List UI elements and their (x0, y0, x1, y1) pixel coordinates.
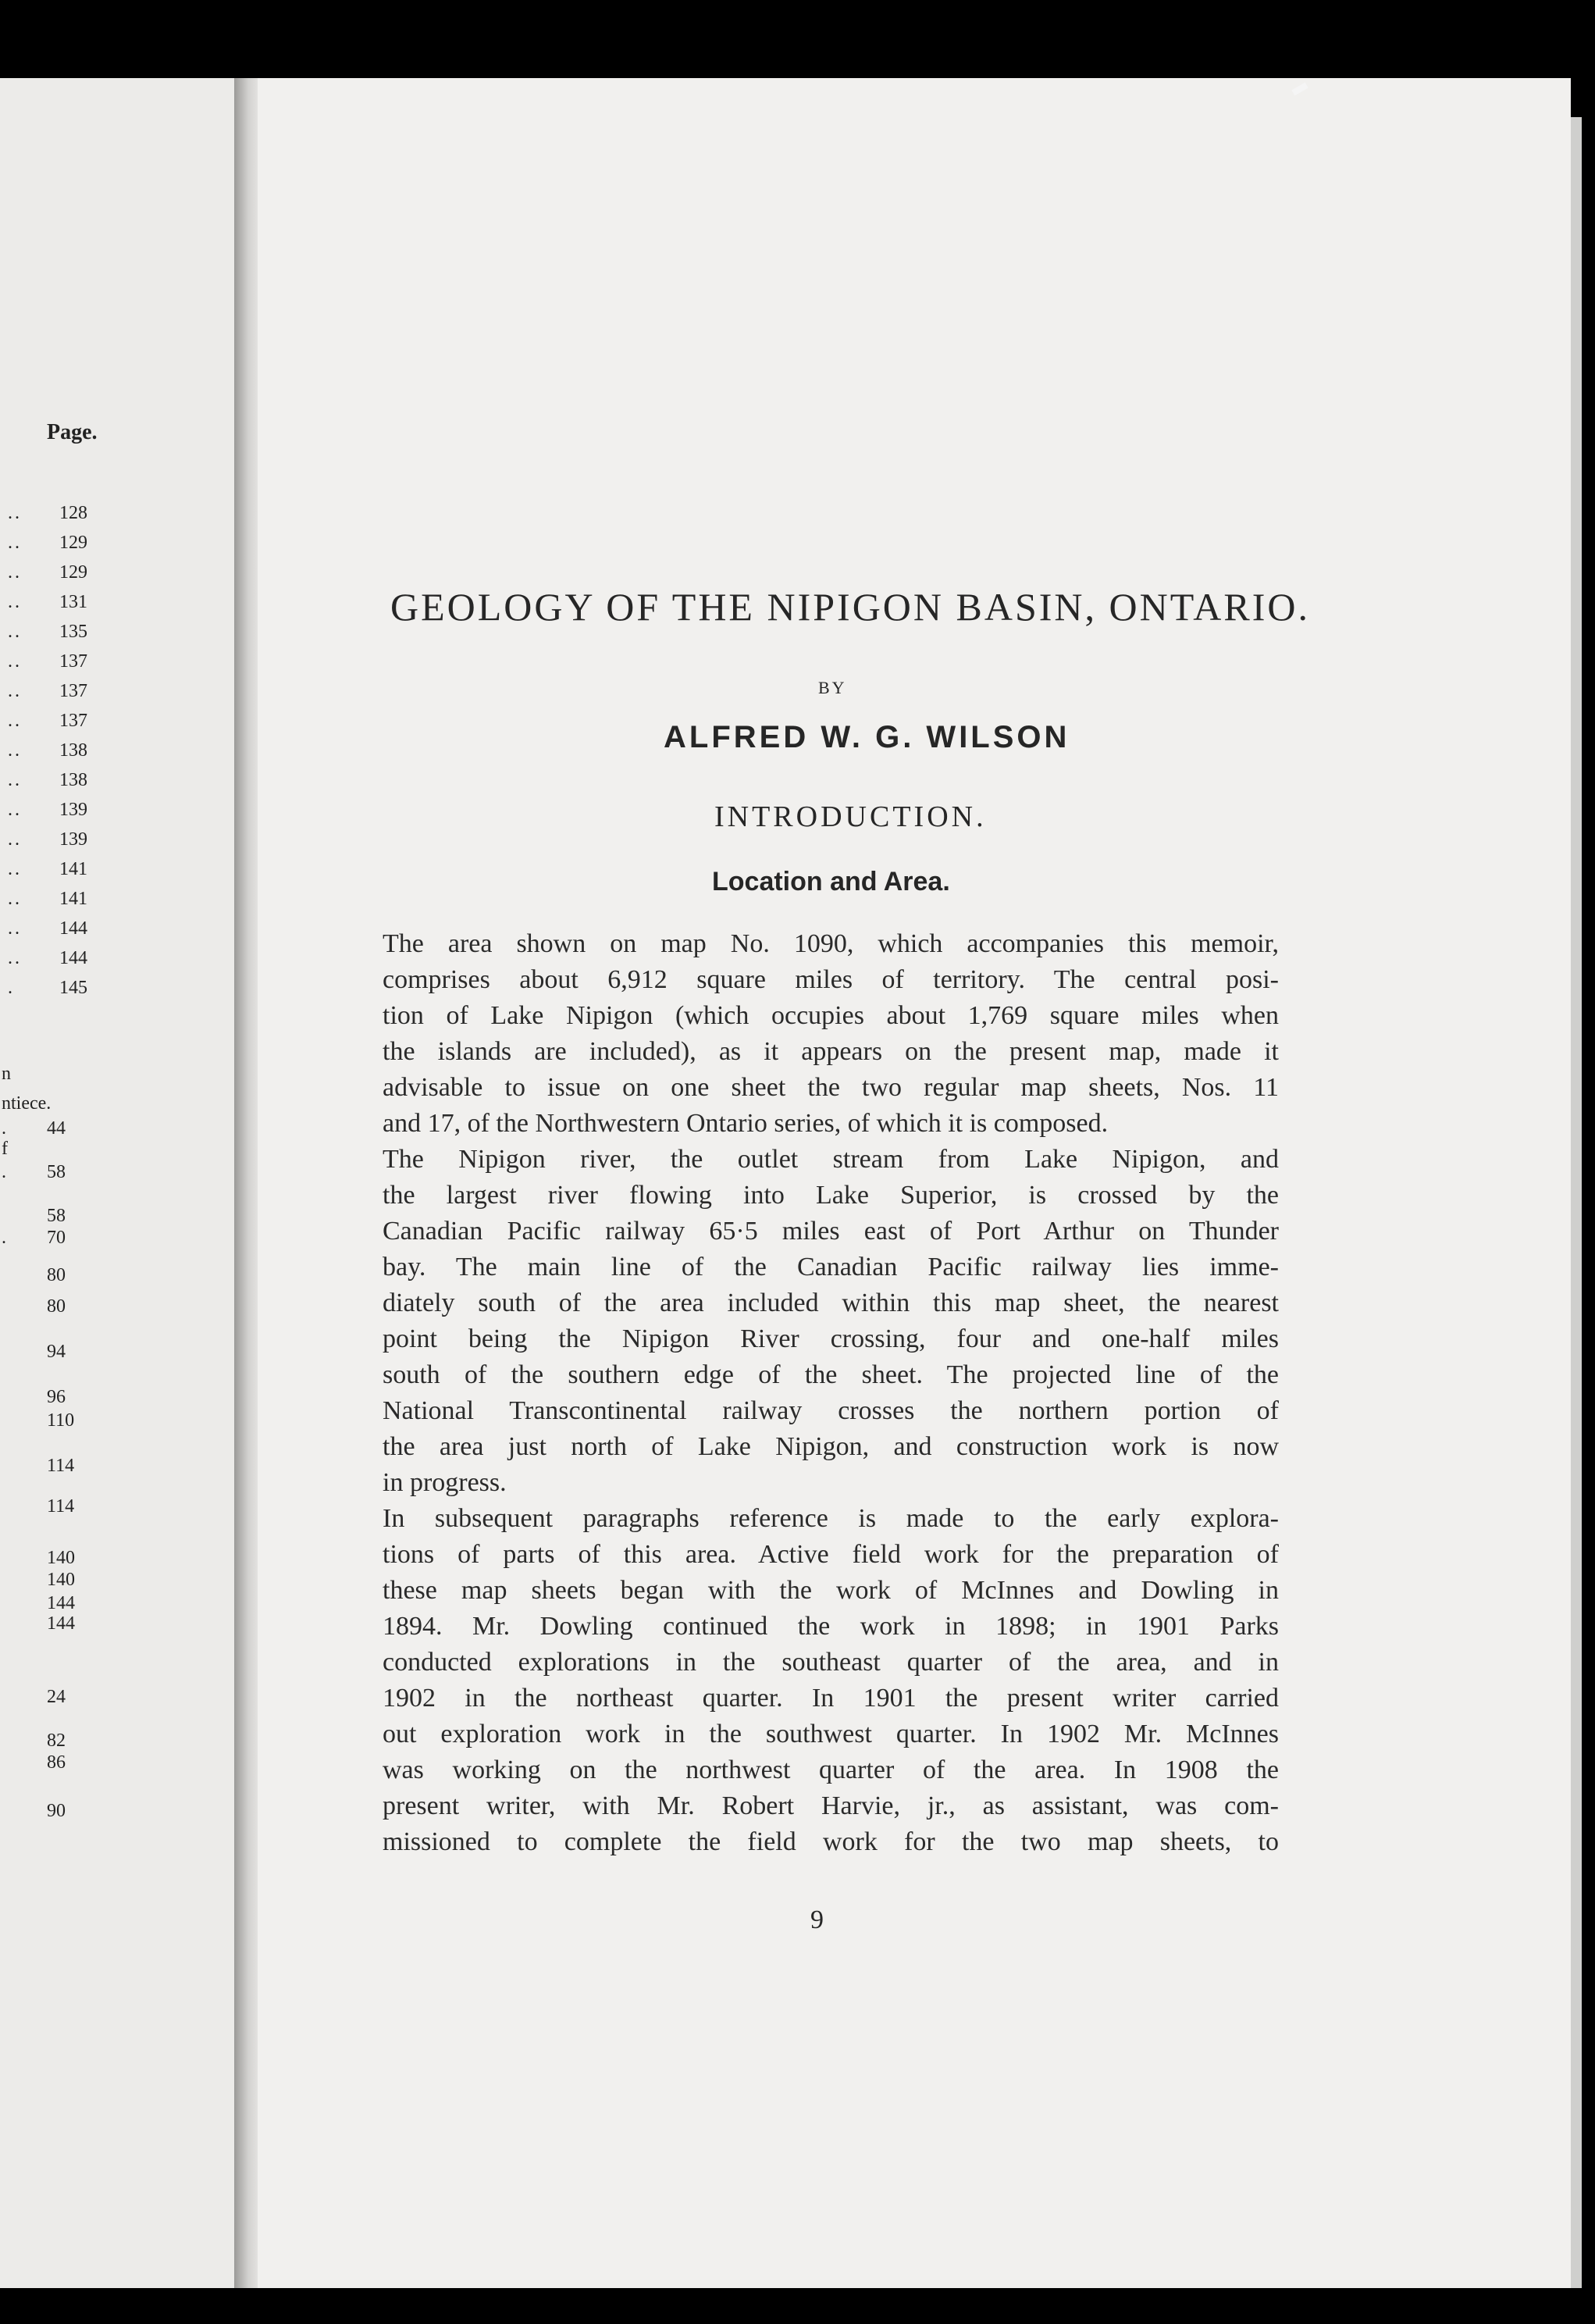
toc-page-number: 144 (59, 918, 87, 939)
toc-page-number: 141 (59, 859, 87, 879)
toc-row (0, 770, 234, 797)
toc-fragment (0, 1093, 234, 1117)
toc-fragment-text: . (2, 1118, 6, 1139)
toc-fragment-number: 86 (47, 1752, 66, 1773)
body-line: out exploration work in the southwest quarter. In 1902 Mr. McInnes (383, 1720, 1279, 1748)
toc-leader-dots: . (8, 978, 15, 998)
author-name: ALFRED W. G. WILSON (664, 720, 1070, 754)
toc-row (0, 829, 234, 856)
toc-row (0, 740, 234, 767)
toc-row (0, 592, 234, 618)
toc-page-number: 139 (59, 829, 87, 850)
toc-fragment (0, 1570, 234, 1593)
page-title: GEOLOGY OF THE NIPIGON BASIN, ONTARIO. (390, 585, 1311, 629)
toc-leader-dots: .. (8, 889, 22, 909)
toc-fragment (0, 1613, 234, 1637)
toc-fragment-text: . (2, 1228, 6, 1248)
toc-fragment-text: n (2, 1064, 11, 1084)
toc-fragment (0, 1387, 234, 1410)
section-heading: INTRODUCTION. (714, 800, 987, 833)
toc-fragment-number: 70 (47, 1228, 66, 1248)
toc-fragment-number: 110 (47, 1410, 75, 1431)
toc-fragment (0, 1801, 234, 1824)
toc-leader-dots: .. (8, 770, 22, 790)
toc-fragment-number: 140 (47, 1570, 75, 1590)
left-page-heading: Page. (47, 420, 98, 444)
toc-fragment (0, 1548, 234, 1571)
body-line: the area just north of Lake Nipigon, and construction work is now (383, 1432, 1279, 1461)
toc-page-number: 135 (59, 622, 87, 642)
toc-fragment-number: 58 (47, 1206, 66, 1226)
body-line: In subsequent paragraphs reference is made to the early explora- (383, 1504, 1279, 1533)
toc-leader-dots: .. (8, 651, 22, 672)
toc-fragment (0, 1456, 234, 1479)
toc-fragment (0, 1228, 234, 1251)
toc-row (0, 918, 234, 945)
toc-leader-dots: .. (8, 711, 22, 731)
toc-fragment (0, 1162, 234, 1185)
toc-fragment (0, 1342, 234, 1365)
toc-fragment-number: 94 (47, 1342, 66, 1362)
toc-leader-dots: .. (8, 503, 22, 523)
body-line: these map sheets began with the work of McInnes and Dowling in (383, 1576, 1279, 1605)
body-line: National Transcontinental railway crosses the northern portion of (383, 1396, 1279, 1425)
body-line: the largest river flowing into Lake Superior, is crossed by the (383, 1181, 1279, 1210)
toc-fragment (0, 1752, 234, 1776)
body-line: south of the southern edge of the sheet. The projected line of the (383, 1360, 1279, 1389)
toc-leader-dots: .. (8, 622, 22, 642)
toc-fragment-number: 114 (47, 1496, 75, 1517)
toc-leader-dots: .. (8, 533, 22, 553)
toc-fragment (0, 1410, 234, 1434)
toc-fragment-number: 144 (47, 1593, 75, 1613)
toc-fragment-number: 140 (47, 1548, 75, 1568)
toc-fragment-number: 24 (47, 1687, 66, 1707)
toc-fragment (0, 1206, 234, 1229)
body-line: Canadian Pacific railway 65·5 miles east of Port Arthur on Thunder (383, 1217, 1279, 1246)
toc-row (0, 978, 234, 1004)
toc-row (0, 533, 234, 559)
toc-leader-dots: .. (8, 948, 22, 968)
toc-page-number: 141 (59, 889, 87, 909)
toc-fragment-text: ntiece. (2, 1093, 52, 1114)
body-line: tion of Lake Nipigon (which occupies about 1,769 square miles when (383, 1001, 1279, 1030)
toc-fragment (0, 1296, 234, 1320)
toc-fragment (0, 1265, 234, 1289)
toc-row (0, 711, 234, 737)
toc-leader-dots: .. (8, 681, 22, 701)
toc-page-number: 128 (59, 503, 87, 523)
page-edge (1571, 117, 1582, 2288)
toc-row (0, 562, 234, 589)
body-line: and 17, of the Northwestern Ontario series, of which it is composed. (383, 1109, 1109, 1138)
toc-leader-dots: .. (8, 918, 22, 939)
body-line: missioned to complete the field work for the two map sheets, to (383, 1827, 1279, 1856)
body-line: comprises about 6,912 square miles of territory. The central posi- (383, 965, 1279, 994)
body-line: present writer, with Mr. Robert Harvie, jr., as assistant, was com- (383, 1791, 1279, 1820)
toc-page-number: 137 (59, 711, 87, 731)
body-line: point being the Nipigon River crossing, four and one-half miles (383, 1324, 1279, 1353)
toc-fragment (0, 1064, 234, 1087)
toc-row (0, 622, 234, 648)
body-line: diately south of the area included within this map sheet, the nearest (383, 1289, 1279, 1317)
toc-leader-dots: .. (8, 800, 22, 820)
toc-leader-dots: .. (8, 562, 22, 583)
toc-row (0, 889, 234, 915)
toc-page-number: 131 (59, 592, 87, 612)
toc-row (0, 800, 234, 826)
body-line: 1894. Mr. Dowling continued the work in 1898; in 1901 Parks (383, 1612, 1279, 1641)
body-line: bay. The main line of the Canadian Pacific railway lies imme- (383, 1253, 1279, 1281)
body-line: The area shown on map No. 1090, which accompanies this memoir, (383, 929, 1279, 958)
body-line: 1902 in the northeast quarter. In 1901 the present writer carried (383, 1684, 1279, 1713)
toc-leader-dots: .. (8, 740, 22, 761)
toc-leader-dots: .. (8, 829, 22, 850)
toc-fragment-number: 44 (47, 1118, 66, 1139)
toc-page-number: 145 (59, 978, 87, 998)
body-line: the islands are included), as it appears on the present map, made it (383, 1037, 1279, 1066)
toc-fragment (0, 1496, 234, 1520)
body-line: was working on the northwest quarter of the area. In 1908 the (383, 1755, 1279, 1784)
toc-fragment-number: 114 (47, 1456, 75, 1476)
toc-fragment (0, 1731, 234, 1754)
toc-fragment (0, 1687, 234, 1710)
toc-leader-dots: .. (8, 592, 22, 612)
toc-row (0, 681, 234, 708)
toc-leader-dots: .. (8, 859, 22, 879)
body-line: advisable to issue on one sheet the two regular map sheets, Nos. 11 (383, 1073, 1279, 1102)
toc-fragment-number: 80 (47, 1296, 66, 1317)
toc-row (0, 651, 234, 678)
toc-fragment-number: 144 (47, 1613, 75, 1634)
toc-fragment-number: 82 (47, 1731, 66, 1751)
subsection-heading: Location and Area. (712, 867, 950, 896)
toc-page-number: 138 (59, 770, 87, 790)
toc-fragment-number: 96 (47, 1387, 66, 1407)
toc-page-number: 137 (59, 681, 87, 701)
toc-fragment-number: 58 (47, 1162, 66, 1182)
body-line: conducted explorations in the southeast quarter of the area, and in (383, 1648, 1279, 1677)
toc-row (0, 503, 234, 529)
toc-fragment-text: . (2, 1162, 6, 1182)
toc-row (0, 948, 234, 975)
body-line: tions of parts of this area. Active field work for the preparation of (383, 1540, 1279, 1569)
toc-fragment-number: 90 (47, 1801, 66, 1821)
toc-page-number: 137 (59, 651, 87, 672)
body-line: in progress. (383, 1468, 507, 1497)
toc-row (0, 859, 234, 886)
body-line: The Nipigon river, the outlet stream from Lake Nipigon, and (383, 1145, 1279, 1174)
toc-fragment-number: 80 (47, 1265, 66, 1285)
page-number: 9 (810, 1905, 824, 1934)
toc-page-number: 138 (59, 740, 87, 761)
toc-fragment-text: f (2, 1139, 8, 1159)
toc-page-number: 129 (59, 562, 87, 583)
toc-fragment (0, 1139, 234, 1162)
toc-page-number: 144 (59, 948, 87, 968)
toc-page-number: 129 (59, 533, 87, 553)
byline-by: BY (818, 678, 847, 697)
toc-page-number: 139 (59, 800, 87, 820)
